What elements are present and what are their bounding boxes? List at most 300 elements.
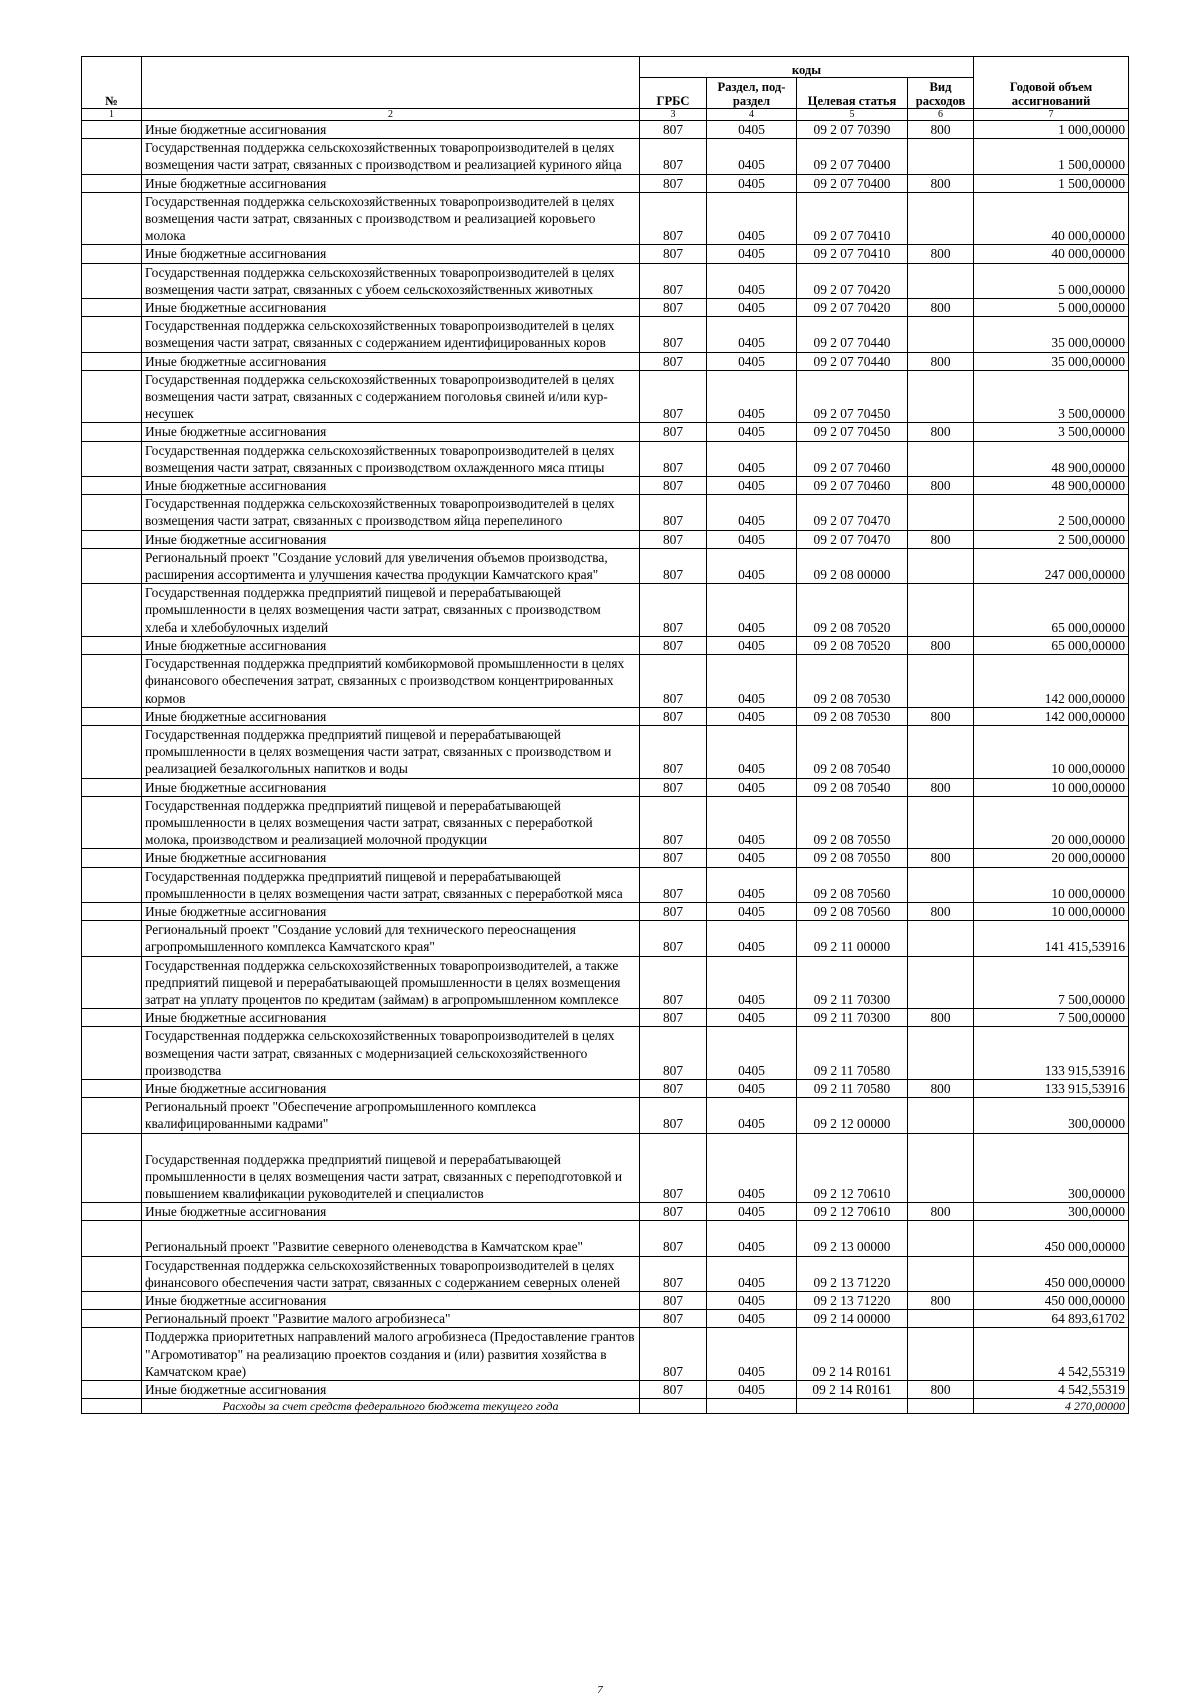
total-label: Расходы за счет средств федерального бюджета текущего года bbox=[142, 1399, 640, 1414]
row-name: Региональный проект "Обеспечение агропромышленного комплекса квалифицированными кадрами" bbox=[142, 1098, 640, 1133]
row-num-cell bbox=[82, 1079, 142, 1097]
row-kind bbox=[908, 1256, 974, 1291]
row-kind: 800 bbox=[908, 1079, 974, 1097]
row-target: 09 2 12 00000 bbox=[797, 1098, 908, 1133]
row-section: 0405 bbox=[707, 1098, 797, 1133]
row-target: 09 2 11 70580 bbox=[797, 1027, 908, 1080]
row-num-cell bbox=[82, 655, 142, 708]
row-target: 09 2 12 70610 bbox=[797, 1203, 908, 1221]
row-num-cell bbox=[82, 956, 142, 1009]
row-grbs: 807 bbox=[640, 495, 707, 530]
row-section: 0405 bbox=[707, 778, 797, 796]
row-section: 0405 bbox=[707, 707, 797, 725]
row-target: 09 2 08 00000 bbox=[797, 548, 908, 583]
row-name: Государственная поддержка сельскохозяйственных товаропроизводителей в целях возмещения части затрат, связанных с производством и реализацией куриного яйца bbox=[142, 139, 640, 174]
row-amount: 3 500,00000 bbox=[974, 423, 1129, 441]
row-grbs: 807 bbox=[640, 956, 707, 1009]
row-kind: 800 bbox=[908, 530, 974, 548]
header-grbs: ГРБС bbox=[640, 78, 707, 109]
row-target: 09 2 08 70560 bbox=[797, 902, 908, 920]
row-amount: 1 500,00000 bbox=[974, 174, 1129, 192]
table-body bbox=[82, 121, 1129, 1399]
row-name: Государственная поддержка сельскохозяйственных товаропроизводителей в целях возмещения части затрат, связанных с содержанием поголовья свиней и/или кур-несушек bbox=[142, 370, 640, 423]
row-amount: 48 900,00000 bbox=[974, 441, 1129, 476]
row-num-cell bbox=[82, 1381, 142, 1399]
row-kind: 800 bbox=[908, 423, 974, 441]
row-target: 09 2 07 70440 bbox=[797, 352, 908, 370]
row-target: 09 2 11 00000 bbox=[797, 921, 908, 956]
row-num-cell bbox=[82, 1027, 142, 1080]
table-row bbox=[82, 636, 1129, 654]
row-name: Иные бюджетные ассигнования bbox=[142, 245, 640, 263]
row-section: 0405 bbox=[707, 139, 797, 174]
row-name: Иные бюджетные ассигнования bbox=[142, 477, 640, 495]
header-kind: Вид расходов bbox=[908, 78, 974, 109]
row-target: 09 2 08 70530 bbox=[797, 707, 908, 725]
row-num-cell bbox=[82, 849, 142, 867]
row-kind: 800 bbox=[908, 477, 974, 495]
row-target: 09 2 08 70520 bbox=[797, 636, 908, 654]
row-target: 09 2 08 70530 bbox=[797, 655, 908, 708]
row-target: 09 2 07 70460 bbox=[797, 441, 908, 476]
row-amount: 142 000,00000 bbox=[974, 655, 1129, 708]
row-section: 0405 bbox=[707, 956, 797, 1009]
row-name: Региональный проект "Развитие малого агробизнеса" bbox=[142, 1310, 640, 1328]
table-row bbox=[82, 530, 1129, 548]
row-grbs: 807 bbox=[640, 192, 707, 245]
row-name: Иные бюджетные ассигнования bbox=[142, 902, 640, 920]
row-target: 09 2 11 70300 bbox=[797, 1009, 908, 1027]
row-section: 0405 bbox=[707, 495, 797, 530]
table-row bbox=[82, 1221, 1129, 1256]
row-grbs: 807 bbox=[640, 725, 707, 778]
row-amount: 4 542,55319 bbox=[974, 1381, 1129, 1399]
table-row bbox=[82, 1310, 1129, 1328]
row-grbs: 807 bbox=[640, 1098, 707, 1133]
row-section: 0405 bbox=[707, 1328, 797, 1381]
row-num-cell bbox=[82, 867, 142, 902]
row-num-cell bbox=[82, 1009, 142, 1027]
row-section: 0405 bbox=[707, 867, 797, 902]
row-section: 0405 bbox=[707, 655, 797, 708]
row-grbs: 807 bbox=[640, 636, 707, 654]
row-target: 09 2 12 70610 bbox=[797, 1133, 908, 1203]
table-row bbox=[82, 655, 1129, 708]
row-num-cell bbox=[82, 299, 142, 317]
row-kind bbox=[908, 956, 974, 1009]
row-name: Иные бюджетные ассигнования bbox=[142, 636, 640, 654]
row-amount: 7 500,00000 bbox=[974, 1009, 1129, 1027]
row-kind: 800 bbox=[908, 778, 974, 796]
header-section: Раздел, под-раздел bbox=[707, 78, 797, 109]
row-kind: 800 bbox=[908, 1009, 974, 1027]
table-row bbox=[82, 956, 1129, 1009]
column-number: 3 bbox=[640, 109, 707, 121]
table-row bbox=[82, 495, 1129, 530]
row-name: Иные бюджетные ассигнования bbox=[142, 1292, 640, 1310]
row-section: 0405 bbox=[707, 263, 797, 298]
column-number-row bbox=[82, 109, 1129, 121]
row-kind bbox=[908, 867, 974, 902]
row-kind: 800 bbox=[908, 352, 974, 370]
row-section: 0405 bbox=[707, 548, 797, 583]
row-name: Региональный проект "Создание условий для увеличения объемов производства, расширения ассортимента и улучшения качества продукции Камчатского края" bbox=[142, 548, 640, 583]
table-row bbox=[82, 441, 1129, 476]
row-amount: 10 000,00000 bbox=[974, 902, 1129, 920]
row-grbs: 807 bbox=[640, 849, 707, 867]
row-kind bbox=[908, 1221, 974, 1256]
row-num-cell bbox=[82, 121, 142, 139]
row-target: 09 2 08 70540 bbox=[797, 725, 908, 778]
row-target: 09 2 14 R0161 bbox=[797, 1328, 908, 1381]
row-grbs: 807 bbox=[640, 1292, 707, 1310]
table-row bbox=[82, 477, 1129, 495]
row-num-cell bbox=[82, 441, 142, 476]
row-name: Государственная поддержка предприятий пищевой и перерабатывающей промышленности в целях возмещения части затрат, связанных с переработкой мяса bbox=[142, 867, 640, 902]
row-num-cell bbox=[82, 263, 142, 298]
row-target: 09 2 13 71220 bbox=[797, 1256, 908, 1291]
row-grbs: 807 bbox=[640, 867, 707, 902]
table-row bbox=[82, 370, 1129, 423]
total-amount: 4 270,00000 bbox=[974, 1399, 1129, 1414]
row-target: 09 2 07 70470 bbox=[797, 495, 908, 530]
row-name: Государственная поддержка сельскохозяйственных товаропроизводителей, а также предприятий пищевой и перерабатывающей промышленности в целях возмещения затрат на уплату процентов по кредитам (займам) в агропромышленном комплексе bbox=[142, 956, 640, 1009]
row-amount: 10 000,00000 bbox=[974, 725, 1129, 778]
row-target: 09 2 08 70550 bbox=[797, 796, 908, 849]
row-num-cell bbox=[82, 796, 142, 849]
row-kind bbox=[908, 317, 974, 352]
row-name: Иные бюджетные ассигнования bbox=[142, 1381, 640, 1399]
row-section: 0405 bbox=[707, 317, 797, 352]
row-section: 0405 bbox=[707, 352, 797, 370]
table-row bbox=[82, 174, 1129, 192]
row-amount: 133 915,53916 bbox=[974, 1079, 1129, 1097]
row-name: Иные бюджетные ассигнования bbox=[142, 423, 640, 441]
row-name: Государственная поддержка сельскохозяйственных товаропроизводителей в целях возмещения части затрат, связанных с убоем сельскохозяйственных животных bbox=[142, 263, 640, 298]
table-row bbox=[82, 584, 1129, 637]
row-section: 0405 bbox=[707, 1221, 797, 1256]
row-target: 09 2 08 70520 bbox=[797, 584, 908, 637]
table-row bbox=[82, 1292, 1129, 1310]
row-target: 09 2 07 70460 bbox=[797, 477, 908, 495]
row-name: Иные бюджетные ассигнования bbox=[142, 1203, 640, 1221]
header-name bbox=[142, 57, 640, 109]
row-kind: 800 bbox=[908, 299, 974, 317]
header-volume: Годовой объем ассигнований bbox=[974, 57, 1129, 109]
table-row bbox=[82, 548, 1129, 583]
row-section: 0405 bbox=[707, 1009, 797, 1027]
row-grbs: 807 bbox=[640, 317, 707, 352]
header-row-top bbox=[82, 57, 1129, 78]
row-num-cell bbox=[82, 584, 142, 637]
row-name: Государственная поддержка сельскохозяйственных товаропроизводителей в целях финансового обеспечения части затрат, связанных с содержанием северных оленей bbox=[142, 1256, 640, 1291]
table-row bbox=[82, 921, 1129, 956]
table-row bbox=[82, 902, 1129, 920]
table-row bbox=[82, 263, 1129, 298]
row-grbs: 807 bbox=[640, 1079, 707, 1097]
row-amount: 1 500,00000 bbox=[974, 139, 1129, 174]
row-section: 0405 bbox=[707, 1292, 797, 1310]
row-kind bbox=[908, 370, 974, 423]
row-num-cell bbox=[82, 495, 142, 530]
row-section: 0405 bbox=[707, 477, 797, 495]
row-section: 0405 bbox=[707, 584, 797, 637]
row-grbs: 807 bbox=[640, 1328, 707, 1381]
total-row bbox=[82, 1399, 1129, 1414]
row-grbs: 807 bbox=[640, 707, 707, 725]
table-row bbox=[82, 299, 1129, 317]
table-row bbox=[82, 849, 1129, 867]
table-row bbox=[82, 796, 1129, 849]
row-kind: 800 bbox=[908, 174, 974, 192]
row-section: 0405 bbox=[707, 849, 797, 867]
row-num-cell bbox=[82, 174, 142, 192]
row-section: 0405 bbox=[707, 441, 797, 476]
table-row bbox=[82, 1328, 1129, 1381]
header-codes: коды bbox=[640, 57, 974, 78]
table-row bbox=[82, 867, 1129, 902]
row-target: 09 2 07 70470 bbox=[797, 530, 908, 548]
row-num-cell bbox=[82, 423, 142, 441]
row-grbs: 807 bbox=[640, 139, 707, 174]
table-row bbox=[82, 1381, 1129, 1399]
row-amount: 450 000,00000 bbox=[974, 1292, 1129, 1310]
row-section: 0405 bbox=[707, 796, 797, 849]
row-section: 0405 bbox=[707, 121, 797, 139]
total-empty-cell bbox=[707, 1399, 797, 1414]
row-grbs: 807 bbox=[640, 352, 707, 370]
page-number: 7 bbox=[597, 1684, 603, 1696]
table-row bbox=[82, 139, 1129, 174]
row-section: 0405 bbox=[707, 1381, 797, 1399]
table-row bbox=[82, 317, 1129, 352]
row-amount: 65 000,00000 bbox=[974, 584, 1129, 637]
table-row bbox=[82, 707, 1129, 725]
row-grbs: 807 bbox=[640, 477, 707, 495]
row-name: Поддержка приоритетных направлений малого агробизнеса (Предоставление грантов "Агромотиватор" на реализацию проектов создания и (или) развития хозяйства в Камчатском крае) bbox=[142, 1328, 640, 1381]
column-number: 7 bbox=[974, 109, 1129, 121]
row-grbs: 807 bbox=[640, 1203, 707, 1221]
row-grbs: 807 bbox=[640, 1133, 707, 1203]
row-section: 0405 bbox=[707, 1256, 797, 1291]
row-kind: 800 bbox=[908, 1203, 974, 1221]
row-kind bbox=[908, 796, 974, 849]
column-number: 2 bbox=[142, 109, 640, 121]
row-name: Иные бюджетные ассигнования bbox=[142, 849, 640, 867]
row-grbs: 807 bbox=[640, 1256, 707, 1291]
row-target: 09 2 13 00000 bbox=[797, 1221, 908, 1256]
total-empty-cell bbox=[640, 1399, 707, 1414]
row-target: 09 2 14 00000 bbox=[797, 1310, 908, 1328]
row-grbs: 807 bbox=[640, 441, 707, 476]
row-kind bbox=[908, 441, 974, 476]
row-target: 09 2 07 70450 bbox=[797, 423, 908, 441]
row-target: 09 2 08 70560 bbox=[797, 867, 908, 902]
row-amount: 10 000,00000 bbox=[974, 867, 1129, 902]
row-kind: 800 bbox=[908, 121, 974, 139]
row-target: 09 2 08 70550 bbox=[797, 849, 908, 867]
row-amount: 20 000,00000 bbox=[974, 796, 1129, 849]
row-section: 0405 bbox=[707, 245, 797, 263]
row-target: 09 2 08 70540 bbox=[797, 778, 908, 796]
row-amount: 20 000,00000 bbox=[974, 849, 1129, 867]
row-grbs: 807 bbox=[640, 245, 707, 263]
row-amount: 142 000,00000 bbox=[974, 707, 1129, 725]
row-grbs: 807 bbox=[640, 1221, 707, 1256]
row-amount: 300,00000 bbox=[974, 1203, 1129, 1221]
row-target: 09 2 13 71220 bbox=[797, 1292, 908, 1310]
row-amount: 10 000,00000 bbox=[974, 778, 1129, 796]
row-grbs: 807 bbox=[640, 299, 707, 317]
row-section: 0405 bbox=[707, 921, 797, 956]
row-name: Государственная поддержка сельскохозяйственных товаропроизводителей в целях возмещения части затрат, связанных с модернизацией сельскохозяйственного производства bbox=[142, 1027, 640, 1080]
row-name: Государственная поддержка предприятий пищевой и перерабатывающей промышленности в целях возмещения части затрат, связанных с переработкой молока, производством и реализацией молочной продукции bbox=[142, 796, 640, 849]
row-grbs: 807 bbox=[640, 174, 707, 192]
row-section: 0405 bbox=[707, 174, 797, 192]
row-amount: 35 000,00000 bbox=[974, 352, 1129, 370]
row-target: 09 2 07 70410 bbox=[797, 192, 908, 245]
table-row bbox=[82, 1256, 1129, 1291]
table-row bbox=[82, 192, 1129, 245]
row-section: 0405 bbox=[707, 530, 797, 548]
table-row bbox=[82, 725, 1129, 778]
row-amount: 141 415,53916 bbox=[974, 921, 1129, 956]
row-num-cell bbox=[82, 1292, 142, 1310]
row-name: Иные бюджетные ассигнования bbox=[142, 1079, 640, 1097]
row-target: 09 2 11 70580 bbox=[797, 1079, 908, 1097]
row-target: 09 2 07 70450 bbox=[797, 370, 908, 423]
row-target: 09 2 07 70440 bbox=[797, 317, 908, 352]
row-num-cell bbox=[82, 1098, 142, 1133]
row-name: Государственная поддержка предприятий пищевой и перерабатывающей промышленности в целях возмещения части затрат, связанных с переподготовкой и повышением квалификации руководителей и специалистов bbox=[142, 1133, 640, 1203]
row-amount: 300,00000 bbox=[974, 1098, 1129, 1133]
row-section: 0405 bbox=[707, 423, 797, 441]
row-name: Иные бюджетные ассигнования bbox=[142, 299, 640, 317]
row-target: 09 2 07 70390 bbox=[797, 121, 908, 139]
row-target: 09 2 07 70420 bbox=[797, 263, 908, 298]
row-name: Иные бюджетные ассигнования bbox=[142, 1009, 640, 1027]
row-target: 09 2 07 70400 bbox=[797, 174, 908, 192]
row-num-cell bbox=[82, 352, 142, 370]
row-kind bbox=[908, 548, 974, 583]
row-name: Иные бюджетные ассигнования bbox=[142, 352, 640, 370]
row-section: 0405 bbox=[707, 636, 797, 654]
header-target: Целевая статья bbox=[797, 78, 908, 109]
row-name: Государственная поддержка сельскохозяйственных товаропроизводителей в целях возмещения части затрат, связанных с содержанием идентифицированных коров bbox=[142, 317, 640, 352]
row-num-cell bbox=[82, 192, 142, 245]
row-num-cell bbox=[82, 1221, 142, 1256]
row-kind bbox=[908, 1027, 974, 1080]
row-kind: 800 bbox=[908, 1292, 974, 1310]
row-kind bbox=[908, 1310, 974, 1328]
row-amount: 65 000,00000 bbox=[974, 636, 1129, 654]
row-name: Государственная поддержка предприятий пищевой и перерабатывающей промышленности в целях возмещения части затрат, связанных с производством и реализацией безалкогольных напитков и воды bbox=[142, 725, 640, 778]
header-num: № bbox=[82, 57, 142, 109]
row-amount: 48 900,00000 bbox=[974, 477, 1129, 495]
row-target: 09 2 07 70420 bbox=[797, 299, 908, 317]
row-kind bbox=[908, 921, 974, 956]
row-kind bbox=[908, 192, 974, 245]
row-num-cell bbox=[82, 139, 142, 174]
row-num-cell bbox=[82, 530, 142, 548]
row-grbs: 807 bbox=[640, 902, 707, 920]
budget-sheet bbox=[81, 56, 1128, 1414]
table-row bbox=[82, 778, 1129, 796]
row-num-cell bbox=[82, 1256, 142, 1291]
row-name: Региональный проект "Развитие северного оленеводства в Камчатском крае" bbox=[142, 1221, 640, 1256]
table-row bbox=[82, 121, 1129, 139]
row-name: Региональный проект "Создание условий для технического переоснащения агропромышленного комплекса Камчатского края" bbox=[142, 921, 640, 956]
table-row bbox=[82, 1133, 1129, 1203]
row-section: 0405 bbox=[707, 299, 797, 317]
row-grbs: 807 bbox=[640, 1381, 707, 1399]
row-num-cell bbox=[82, 707, 142, 725]
row-name: Государственная поддержка сельскохозяйственных товаропроизводителей в целях возмещения части затрат, связанных с производством яйца перепелиного bbox=[142, 495, 640, 530]
table-row bbox=[82, 1098, 1129, 1133]
row-kind: 800 bbox=[908, 636, 974, 654]
row-target: 09 2 07 70400 bbox=[797, 139, 908, 174]
row-section: 0405 bbox=[707, 192, 797, 245]
row-kind: 800 bbox=[908, 245, 974, 263]
row-kind bbox=[908, 725, 974, 778]
row-kind bbox=[908, 139, 974, 174]
row-num-cell bbox=[82, 1203, 142, 1221]
row-section: 0405 bbox=[707, 1079, 797, 1097]
row-section: 0405 bbox=[707, 902, 797, 920]
row-num-cell bbox=[82, 725, 142, 778]
row-name: Государственная поддержка предприятий комбикормовой промышленности в целях финансового обеспечения затрат, связанных с производством концентрированных кормов bbox=[142, 655, 640, 708]
row-kind: 800 bbox=[908, 1381, 974, 1399]
row-name: Государственная поддержка сельскохозяйственных товаропроизводителей в целях возмещения части затрат, связанных с производством охлажденного мяса птицы bbox=[142, 441, 640, 476]
row-num-cell bbox=[82, 548, 142, 583]
row-amount: 300,00000 bbox=[974, 1133, 1129, 1203]
row-amount: 450 000,00000 bbox=[974, 1221, 1129, 1256]
row-num-cell bbox=[82, 245, 142, 263]
row-amount: 450 000,00000 bbox=[974, 1256, 1129, 1291]
row-num-cell bbox=[82, 921, 142, 956]
row-grbs: 807 bbox=[640, 921, 707, 956]
table-row bbox=[82, 1079, 1129, 1097]
row-num-cell bbox=[82, 902, 142, 920]
row-name: Иные бюджетные ассигнования bbox=[142, 530, 640, 548]
row-grbs: 807 bbox=[640, 778, 707, 796]
table-row bbox=[82, 245, 1129, 263]
row-amount: 3 500,00000 bbox=[974, 370, 1129, 423]
row-section: 0405 bbox=[707, 1133, 797, 1203]
row-num-cell bbox=[82, 1310, 142, 1328]
table-row bbox=[82, 423, 1129, 441]
row-kind bbox=[908, 1098, 974, 1133]
row-amount: 247 000,00000 bbox=[974, 548, 1129, 583]
column-number: 6 bbox=[908, 109, 974, 121]
row-grbs: 807 bbox=[640, 263, 707, 298]
row-section: 0405 bbox=[707, 1027, 797, 1080]
row-amount: 2 500,00000 bbox=[974, 530, 1129, 548]
row-num-cell bbox=[82, 1133, 142, 1203]
row-section: 0405 bbox=[707, 725, 797, 778]
row-num-cell bbox=[82, 778, 142, 796]
row-amount: 40 000,00000 bbox=[974, 192, 1129, 245]
row-grbs: 807 bbox=[640, 655, 707, 708]
row-grbs: 807 bbox=[640, 1027, 707, 1080]
column-number: 4 bbox=[707, 109, 797, 121]
table-row bbox=[82, 1027, 1129, 1080]
row-amount: 64 893,61702 bbox=[974, 1310, 1129, 1328]
row-num-cell bbox=[82, 317, 142, 352]
row-grbs: 807 bbox=[640, 548, 707, 583]
row-num-cell bbox=[82, 1328, 142, 1381]
row-grbs: 807 bbox=[640, 1009, 707, 1027]
